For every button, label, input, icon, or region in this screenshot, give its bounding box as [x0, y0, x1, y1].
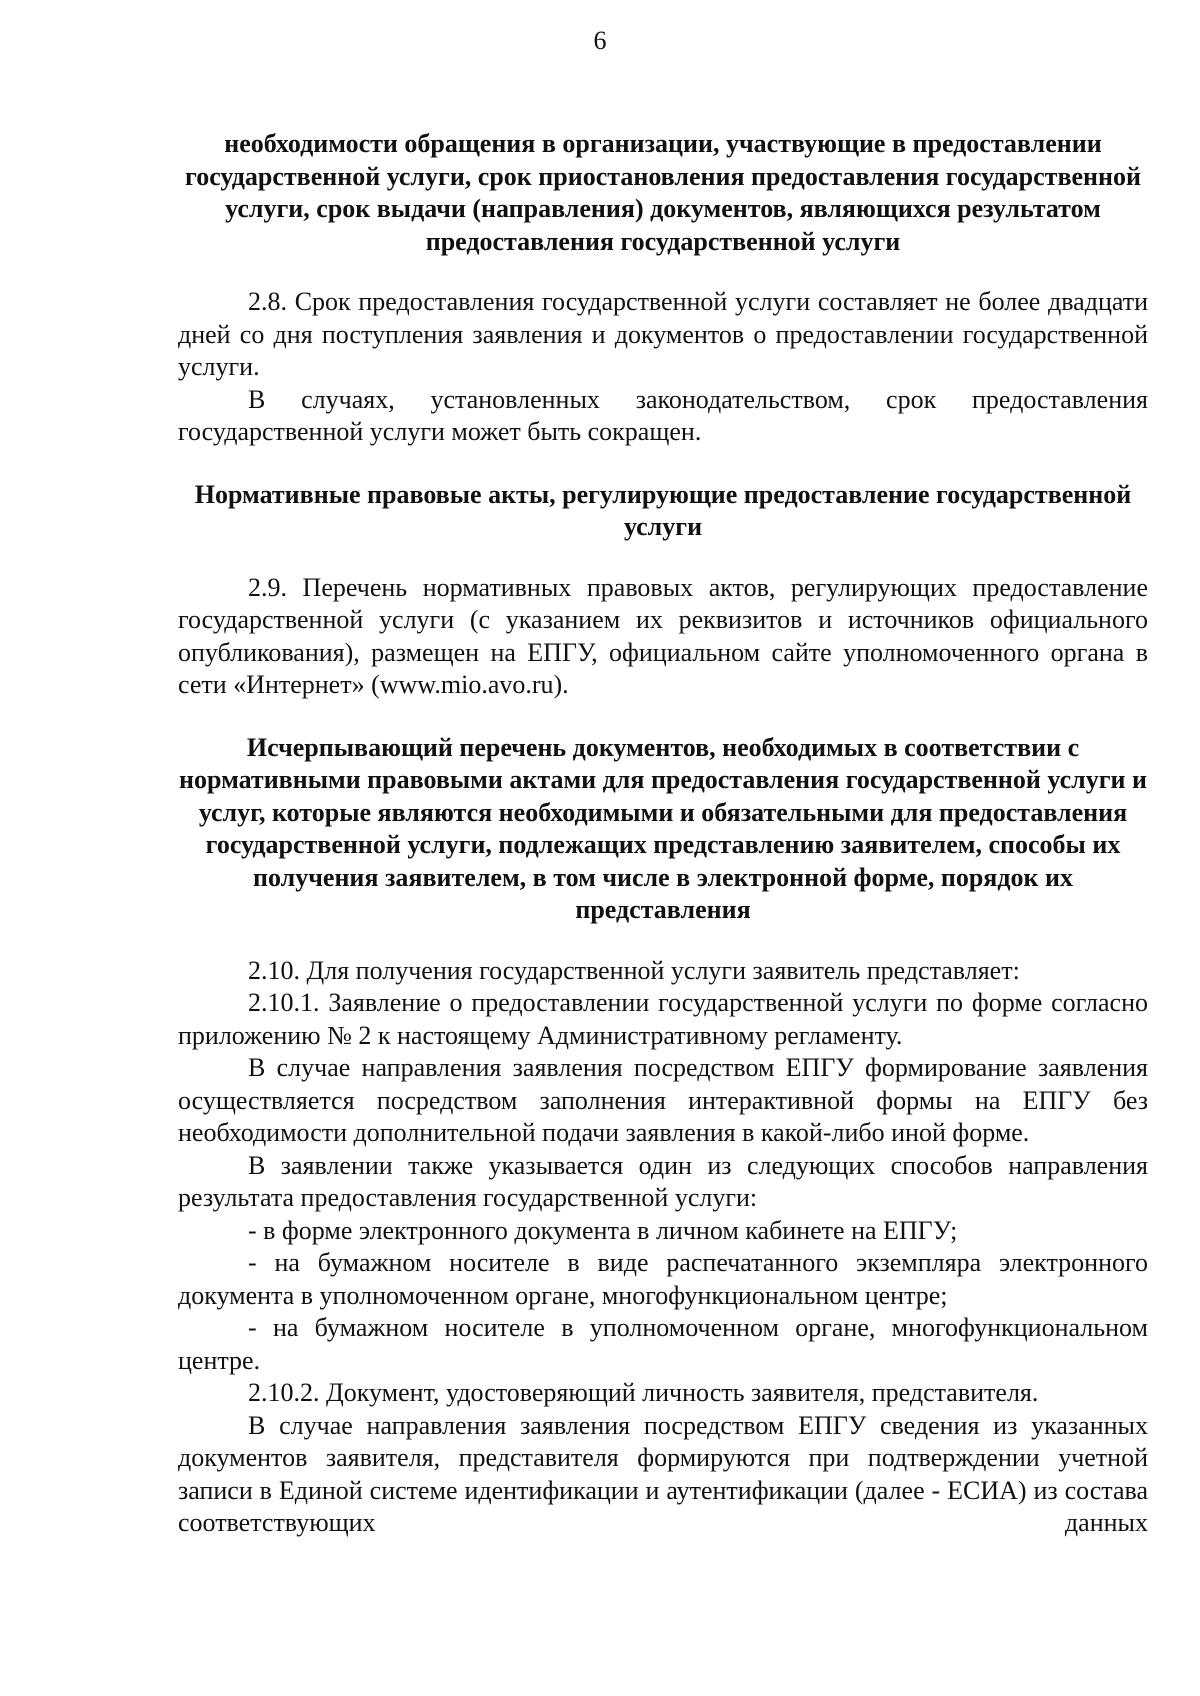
section-heading-continued: необходимости обращения в организации, участвующие в предоставлении государственной услуги, срок приостановления предоставления государственной услуги, срок выдачи (направления) документов, являющихся результатом предоставления государственной услуги — [185, 129, 1141, 256]
paragraph-2-9: 2.9. Перечень нормативных правовых актов, регулирующих предоставление государственной услуги (с указанием их реквизитов и источников официального опубликования), размещен на ЕПГУ, официальном сайте уполномоченного органа в сети «Интернет» (www.mio.avo.ru). — [178, 572, 1148, 699]
document-body — [178, 128, 1148, 1540]
paragraph-2-10-2: 2.10.2. Документ, удостоверяющий личность заявителя, представителя. — [248, 1378, 1039, 1407]
paragraph-2-8: 2.8. Срок предоставления государственной услуги составляет не более двадцати дней со дня поступления заявления и документов о предоставлении государственной услуги. — [178, 287, 1148, 381]
list-item-paper-printed-copy: - на бумажном носителе в виде распечатанного экземпляра электронного документа в уполномоченном органе, многофункциональном центре; — [178, 1248, 1148, 1310]
paragraph-2-8-reduction: В случаях, установленных законодательством, срок предоставления государственной услуги может быть сокращен. — [178, 384, 1148, 446]
list-item-paper-document: - на бумажном носителе в уполномоченном органе, многофункциональном центре. — [178, 1313, 1148, 1375]
section-heading-required-documents: Исчерпывающий перечень документов, необходимых в соответствии с нормативными правовыми актами для предоставления государственной услуги и услуг, которые являются необходимыми и обязательными для предоставления государственной услуги, подлежащих представлению заявителем, способы их получения заявителем, в том числе в электронной форме, порядок их представления — [179, 732, 1147, 924]
page-number: 6 — [593, 26, 607, 55]
section-heading-normative-acts: Нормативные правовые акты, регулирующие предоставление государственной услуги — [194, 479, 1132, 541]
paragraph-result-delivery-ways: В заявлении также указывается один из следующих способов направления результата предоставления государственной услуги: — [178, 1150, 1148, 1212]
paragraph-2-10: 2.10. Для получения государственной услуги заявитель представляет: — [248, 955, 1020, 985]
list-item-electronic-document: - в форме электронного документа в личном кабинете на ЕПГУ; — [248, 1215, 958, 1245]
paragraph-epgu-form: В случае направления заявления посредством ЕПГУ формирование заявления осуществляется посредством заполнения интерактивной формы на ЕПГУ без необходимости дополнительной подачи заявления в какой-либо иной форме. — [178, 1053, 1148, 1147]
paragraph-2-10-1: 2.10.1. Заявление о предоставлении государственной услуги по форме согласно приложению № 2 к настоящему Административному регламенту. — [178, 988, 1148, 1050]
paragraph-esia: В случае направления заявления посредством ЕПГУ сведения из указанных документов заявителя, представителя формируются при подтверждении учетной записи в Единой системе идентификации и аутентификации (далее - ЕСИА) из состава соответствующих данных — [178, 1410, 1148, 1537]
